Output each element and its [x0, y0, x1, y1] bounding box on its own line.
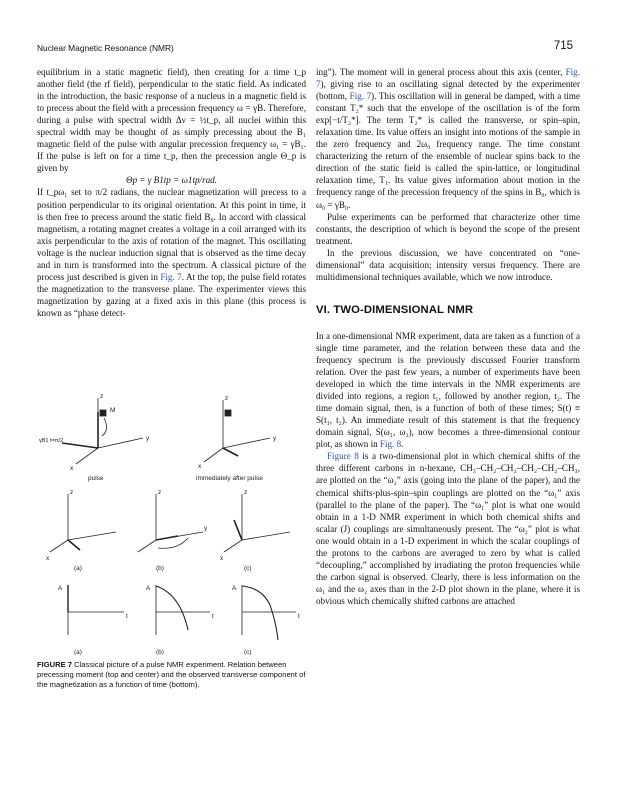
axis-label-t: t — [212, 613, 214, 620]
row3-label-c: (c) — [244, 649, 252, 655]
paragraph: equilibrium in a static magnetic field), then creating for a time t_p another field (the rf field), perpendicular to the static field. As indicated in the introduction, the basic response of a nucleus in a magnetic field is to precess about the field with a precession frequency ω = γB. Therefore, during a pulse with spectral width Δν = ½t_p, all nuclei within this spectral width may be thought of as simply precessing about the B₁ magnetic field of the pulse with angular precession frequency ω₁ = γB₁. If the pulse is left on for a time t_p, then the precession angle Θ_p is given by — [37, 67, 306, 174]
figure-link[interactable]: Fig. 7 — [349, 91, 372, 102]
paragraph: If t_pω₁ set to π/2 radians, the nuclear magnetization will precess to a position perpendicular to its original orientation. At this point in time, it is then free to precess around the static field B₀. In accord with classical magnetism, a rotating magnet creates a voltage in a coil arranged with its axis perpendicular to the axis of rotation of the magnet. This oscillating voltage is the nuclear induction signal that is observed as the time decay and in turn is transformed into the spectrum. A classical picture of the process just described is given in Fig. 7. At the top, the pulse field rotates the magnetization to the transverse plane. The experimenter views this magnetization by gazing at a fixed axis in this plane (this process is known as “phase detect- — [37, 187, 306, 318]
row2-label-b: (b) — [156, 565, 164, 572]
axis-label-x: x — [46, 555, 50, 562]
paragraph: ing”). The moment will in general process about this axis (center, Fig. 7), giving rise to an oscillating signal detected by the experimenter (bottom, Fig. 7). This oscillation will in general be damped, with a time constant T₂* such that the envelope of the oscillation is of the form exp[−t/T₂*]. The term T₂* is called the transverse, or spin–spin, relaxation time. Its value offers an insight into motions of the sample in the zero frequency and 2ω₀ frequency range. The time constant characterizing the return of the ensemble of nuclear spins back to the direction of the static field is called the spin-lattice, or longitudinal relaxation time, T₁. Its value gives information about motion in the frequency range of the precession frequency of the spins in B₀, which is ω₀ = γB₀. — [316, 67, 580, 210]
panel-row3-a — [68, 585, 124, 635]
axis-label-y: y — [204, 525, 208, 532]
panel-row3-c — [242, 585, 296, 640]
paragraph: Pulse experiments can be performed that characterize other time constants, the description of which is beyond the scope of the present treatment. — [316, 211, 580, 246]
axis-label-A: A — [146, 585, 151, 592]
paragraph: In a one-dimensional NMR experiment, data are taken as a function of a single time parameter, and the relation between these data and the frequency spectrum is the previously discussed Fourier transform relation. Over the past few years, a number of experiments have been developed in which the time intervals in the NMR experiments are divided into regions, a region t₁, followed by another region, t₂. The time domain signal, then, is a function of both of these times; S(t) ≡ S(t₁, t₂). An immediate result of this statement is that the frequency domain signal, S(ω₁, ω₂), now becomes a three-dimensional contour plot, as shown in Fig. 8. — [316, 330, 580, 450]
axis-label-A: A — [232, 585, 237, 592]
magnetization-label: M — [110, 407, 116, 414]
panel-row2-a — [50, 494, 116, 552]
row2-label-a: (a) — [74, 565, 82, 572]
axis-label-x: x — [70, 465, 74, 472]
figure-link[interactable]: Figure 8 — [327, 451, 359, 462]
axis-label-x: x — [220, 555, 224, 562]
paragraph: In the previous discussion, we have concentrated on “one-dimensional” data acquisition; intensity versus frequency. There are multidimensional techniques available, which we now introduce. — [316, 247, 580, 282]
axis-label-y: y — [146, 435, 150, 442]
axis-label-z: z — [225, 395, 229, 402]
figure-link[interactable]: Fig. 7 — [160, 271, 182, 282]
panel-pulse — [62, 398, 143, 464]
panel-row3-b — [156, 585, 210, 635]
row3-label-b: (b) — [156, 649, 164, 655]
panel-row2-b — [138, 494, 203, 552]
equation: Θp = γ B1tp = ω1tp/rad. — [126, 175, 217, 186]
right-column — [316, 66, 580, 607]
page-number: 715 — [553, 40, 573, 52]
caption-label: FIGURE 7 — [37, 660, 73, 669]
axis-label-A: A — [58, 585, 63, 592]
row2-label-c: (c) — [244, 565, 252, 572]
after-pulse-label: immediately after pulse — [196, 475, 263, 482]
panel-after-pulse — [204, 400, 270, 462]
paragraph: Figure 8 is a two-dimensional plot in which chemical shifts of the three different carbons in n-hexane, CH₃–CH₂–CH₂–CH₂–CH₂–CH₃, are plotted on the “ω₂” axis (going into the plane of the paper), and the chemical shifts-plus-spin–spin couplings are plotted on the “ω₁” axis (parallel to the plane of the paper). The “ω₁” plot is what one would obtain in a 1-D NMR experiment in which both chemical shifts and scalar (J) couplings are simultaneously present. The “ω₂” plot is what one would obtain in a 1-D experiment in which the scalar couplings of the protons to the carbons are averaged to zero by what is called “decoupling,” accomplished by irradiating the proton frequencies while the carbon signal is observed. Clearly, there is less information on the ω₁ and the ω₂ axes than in the 2-D plot shown in the plane, where it is obvious which chemically shifted carbons are attached — [316, 451, 580, 606]
pulse-label: pulse — [88, 475, 104, 482]
figure-caption: FIGURE 7 Classical picture of a pulse NMR experiment. Relation between precessing moment (top and center) and the observed transverse component of the magnetization as a function of time (bottom). — [37, 660, 306, 689]
axis-label-x: x — [198, 463, 202, 470]
axis-label-z: z — [244, 489, 248, 496]
section-title: VI. TWO-DIMENSIONAL NMR — [316, 303, 474, 316]
running-title: Nuclear Magnetic Resonance (NMR) — [37, 43, 174, 53]
axis-label-t: t — [298, 613, 300, 620]
left-column — [37, 66, 306, 319]
figure-link[interactable]: Fig. 7 — [316, 67, 580, 90]
row3-label-a: (a) — [74, 649, 82, 655]
axis-label-y: y — [273, 435, 277, 442]
axis-label-t: t — [126, 613, 128, 620]
figure-link[interactable]: Fig. 8 — [379, 439, 402, 450]
panel-row2-c — [224, 494, 290, 552]
pulse-symbol: γB1 t=π/2 — [39, 438, 64, 444]
axis-label-z: z — [158, 489, 162, 496]
axis-label-z: z — [70, 489, 74, 496]
axis-label-z: z — [100, 393, 104, 400]
figure-7-illustration — [38, 390, 308, 655]
